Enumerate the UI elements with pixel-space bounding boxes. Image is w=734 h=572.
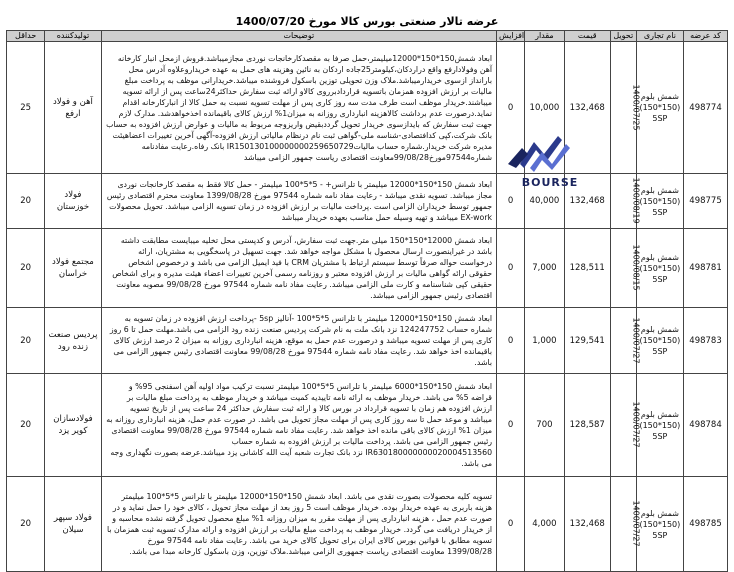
- increase-cell: 0: [497, 174, 525, 229]
- header-increase: افزایش: [497, 31, 525, 42]
- table-row: [7, 42, 728, 174]
- delivery-date: 1400/07/27: [631, 401, 641, 448]
- min-cell: 20: [7, 308, 45, 374]
- increase-cell: 0: [497, 229, 525, 308]
- increase-cell: 0: [497, 42, 525, 174]
- producer-cell: آهن و فولاد ارفع: [45, 42, 101, 174]
- delivery-date: 1400/07/27: [631, 500, 641, 547]
- amount-cell: 1,000: [525, 308, 564, 374]
- trade-name-cell: شمش بلوم (150*150) 5SP: [636, 174, 683, 229]
- trade-name-cell: شمش بلوم (150*150) 5SP: [636, 229, 683, 308]
- amount-cell: 10,000: [525, 42, 564, 174]
- table-row: [7, 374, 728, 477]
- price-cell: 132,468: [564, 174, 610, 229]
- trade-name-cell: شمش بلوم (150*150) 5SP: [636, 308, 683, 374]
- amount-cell: 40,000: [525, 174, 564, 229]
- header-min: حداقل: [7, 31, 45, 42]
- delivery-cell: [610, 308, 641, 374]
- table-row: [7, 229, 728, 308]
- code-cell: 498775: [684, 174, 728, 229]
- delivery-cell: [610, 477, 641, 572]
- min-cell: 25: [7, 42, 45, 174]
- increase-cell: 0: [497, 374, 525, 477]
- producer-cell: پردیس صنعت زنده رود: [45, 308, 101, 374]
- increase-cell: 0: [497, 477, 525, 572]
- min-cell: 20: [7, 477, 45, 572]
- header-producer: تولیدکننده: [45, 31, 101, 42]
- price-cell: 128,587: [564, 374, 610, 477]
- delivery-date: 1400/07/27: [631, 316, 641, 364]
- trade-name-cell: شمش بلوم (150*150) 5SP: [636, 477, 683, 572]
- page-title: عرضه تالار صنعتی بورس کالا مورخ 1400/07/20: [235, 15, 499, 28]
- table-header-row: [7, 31, 728, 42]
- code-cell: 498783: [684, 308, 728, 374]
- min-cell: 20: [7, 229, 45, 308]
- code-cell: 498785: [684, 477, 728, 572]
- producer-cell: فولاد سپهر سیلان: [45, 477, 101, 572]
- producer-cell: مجتمع فولاد خراسان: [45, 229, 101, 308]
- delivery-cell: [610, 42, 641, 174]
- description-cell: تسویه کلیه محصولات بصورت نقدی می باشد. ابعاد شمش 150*150*12000 میلیمتر با تلرانس 5*5*100 میلیمتر هزینه باربری به عهده خریدار بوده. خریدار موظف است 5 روز بعد از مهلت مجاز تحویل ، کالای خود را حمل نماید و در صورت عدم حمل ، هزینه انبارداری پس از مهلت مقرر به میزان روزانه 1% مبلغ محصول تحویل گرفته نشده محاسبه و از خریدار دریافت می گردد. خریدار موظف به پرداخت مبلغ مالیات بر ارزش افزوده و ارائه مدارک تسویه ثبت همزمان با تسویه مطابق با قوانین بورس کالای ایران برای تحویل کالای خرید می باشد. رعایت مفاد نامه 97544 مورخ 1399/08/28 معاونت اقتصادی ریاست جمهوری الزامی میباشد.ملاک توزین، وزن باسکول کارخانه مبدا می باشد.: [101, 477, 496, 572]
- header-delivery: تحویل: [610, 31, 636, 42]
- price-cell: 129,541: [564, 308, 610, 374]
- price-cell: 132,468: [564, 477, 610, 572]
- header-trade-name: نام تجاری: [636, 31, 683, 42]
- increase-cell: 0: [497, 308, 525, 374]
- producer-cell: فولاد خوزستان: [45, 174, 101, 229]
- delivery-date: 1400/08/15: [631, 244, 641, 291]
- trade-name-cell: شمش بلوم (150*150) 5SP: [636, 374, 683, 477]
- table-row: [7, 308, 728, 374]
- delivery-cell: [610, 229, 641, 308]
- code-cell: 498784: [684, 374, 728, 477]
- description-cell: ابعاد شمش 150*150*6000 میلیمتر با تلرانس 5*5*100 میلیمتر نسبت ترکیب مواد اولیه آهن اسفنجی 95% و قراضه 5% می باشد. خریدار موظف به ارائه نامه تاییدیه کمیت میباشد و خریدار موظف به پرداخت مبلغ مالیات بر ارزش افزوده هم زمان با تسویه قرارداد در بورس کالا و ارائه ثبت سفارش حداکثر 24 ساعت پس از تاریخ تسویه میباشد و موعد حمل تا سه روز کاری پس از مهلت مجاز تحویل می باشد. در صورت عدم حمل، هزینه انبارداری روزانه به میزان 1% ارزش کالای باقی مانده اخذ خواهد شد. رعایت مفاد نامه شماره 97544 مورخ 99/08/28 معاونت اقتصادی رئیس جمهور الزامی می باشد. پرداخت مالیات بر ارزش افزوده به شماره حساب IR630180000000020004513560 نزد بانک تجارت شعبه آیت الله کاشانی یزد میباشد.عرضه بصورت نگهداری وجه می باشد.: [101, 374, 496, 477]
- delivery-cell: [610, 174, 641, 229]
- trade-name-cell: شمش بلوم (150*150) 5SP: [636, 42, 683, 174]
- header-amount: مقدار: [525, 31, 564, 42]
- description-cell: ابعاد شمش 150*150*12000 میلیمتر با تلرانس 5*5*100 -آنالیز 5sp -پرداخت ارزش افزوده در زمان تسویه به شماره حساب 124247752 نزد بانک ملت به نام شرکت پردیس صنعت زنده رود الزامی می باشد.مهلت حمل تا 6 روز کاری پس از مهلت تسویه میباشد و درصورت عدم حمل به موقع، هزینه انبارداری روزانه به میزان 2 درصد ارزش کالای باقیمانده اخذ خواهد شد. رعایت مفاد نامه شماره 97544 مورخ 99/08/28 معاونت اقتصادی رئیس جمهور الزامی می باشد.: [101, 308, 496, 374]
- price-cell: 128,511: [564, 229, 610, 308]
- description-cell: ابعاد شمش 12000*150*150 میلی متر.جهت ثبت سفارش، آدرس و کدپستی محل تخلیه میبایست مطابقت داشته باشد در غیراینصورت ارسال محصول با مشکل مواجه خواهد شد. جهت تسهیل در پاسخگویی به مشتریان، ارائه درخواست حواله صرفاً توسط سیستم ارتباط با مشتریان CRM با فید ایمیل الزامی می باشد و درخصوص اشخاص حقوقی ارائه گواهی مالیات بر ارزش افزوده معتبر و روزنامه رسمی آخرین تغییرات اعضاء هیئت مدیره و برای اشخاص حقیقی کپی شناسنامه و کارت ملی الزامی میباشد. رعایت مفاد نامه شماره 97544 مورخ 99/08/28 مصوبه معاونت اقتصادی رئیس جمهور الزامی میباشد.: [101, 229, 496, 308]
- code-cell: 498774: [684, 42, 728, 174]
- description-cell: ابعاد شمش 150*150*12000 میلیمتر با تلرانس+ - 5*5*100 میلیمتر - حمل کالا فقط به مقصد کارخانجات نوردی مجاز میباشد. تسویه نقدی میباشد - رعایت مفاد نامه شماره 97544 مورخ 1399/08/28 معاونت محترم اقتصادی رئیس جمهور توسط خریداران الزامی است .پرداخت مالیات بر ارزش افزوده در زمان تسویه الزامی میباشد. تحویل محصولات EX-work میباشد و تهیه وسیله حمل مناسب بعهده خریدار میباشد: [101, 174, 496, 229]
- min-cell: 20: [7, 374, 45, 477]
- amount-cell: 4,000: [525, 477, 564, 572]
- delivery-date: 1400/07/25: [631, 83, 641, 131]
- amount-cell: 7,000: [525, 229, 564, 308]
- delivery-date: 1400/08/19: [631, 177, 641, 224]
- delivery-cell: [610, 374, 641, 477]
- table-row: [7, 174, 728, 229]
- chart-arrow-icon: [508, 136, 570, 172]
- price-cell: 132,468: [564, 42, 610, 174]
- description-cell: ابعاد شمش150*150*12000میلیمتر،حمل صرفا به مقصدکارخانجات نوردی مجازمیباشد.فروش ازمحل انبار کارخانه آهن وفولادارفع واقع دراردکان،کیلومتر25جاده اردکان به نائین وهزینه های حمل به عهده خریداروعلاوه آدرس محل بارانداز ازسوی خریدارمیباشد.ملاک وزن تحویلی توزین باسکول فروشنده میباشد.خریدارانی موظف به پرداخت مبلغ مالیات بر ارزش افزوده همزمان باتسویه قراردادبرروی کالاو ارائه ثبت سفارش حداکثر24ساعت پس از ارائه تسویه میباشند.خریدار موظف است طرف مدت سه روز کاری پس از مهلت تسویه نسبت به حمل کالا از انبارکارخانه اقدام نماید.درصورت عدم برداشت کالاهزینه انبارداری روزانه به میزان1% ارزش کالای باقیمانده اخذخواهدشد. مدارک لازم جهت ثبت سفارش که بایدازسوی خریدار تحویل گرددبقیض واریزوجه مربوط به مالیات و عوارض ارزش افزوده به حساب بانک شرکت،کپی کدافتصادی-شناسه ملی-گواهی ثبت نام درنظام مالیاتی ارزش افزوده-آگهی آخرین تغییرات اعضاهیئت مدیره شرکت خریدار.شماره حساب مالیاتIR150130100000000259650729 بانک رفاه.رعایت مفادنامه شماره97544مورخ99/08/28معاونت اقتصادی ریاست جمهور الزامی میباشد: [101, 42, 496, 174]
- amount-cell: 700: [525, 374, 564, 477]
- code-cell: 498781: [684, 229, 728, 308]
- header-price: قیمت: [564, 31, 610, 42]
- bourse-logo: [492, 134, 612, 190]
- header-code: کد عرضه: [684, 31, 728, 42]
- min-cell: 20: [7, 174, 45, 229]
- header-description: توضیحات: [101, 31, 496, 42]
- producer-cell: فولادسازان کویر یزد: [45, 374, 101, 477]
- table-row: [7, 477, 728, 572]
- logo-text: BOURSE: [521, 176, 579, 189]
- offers-table: [6, 30, 728, 572]
